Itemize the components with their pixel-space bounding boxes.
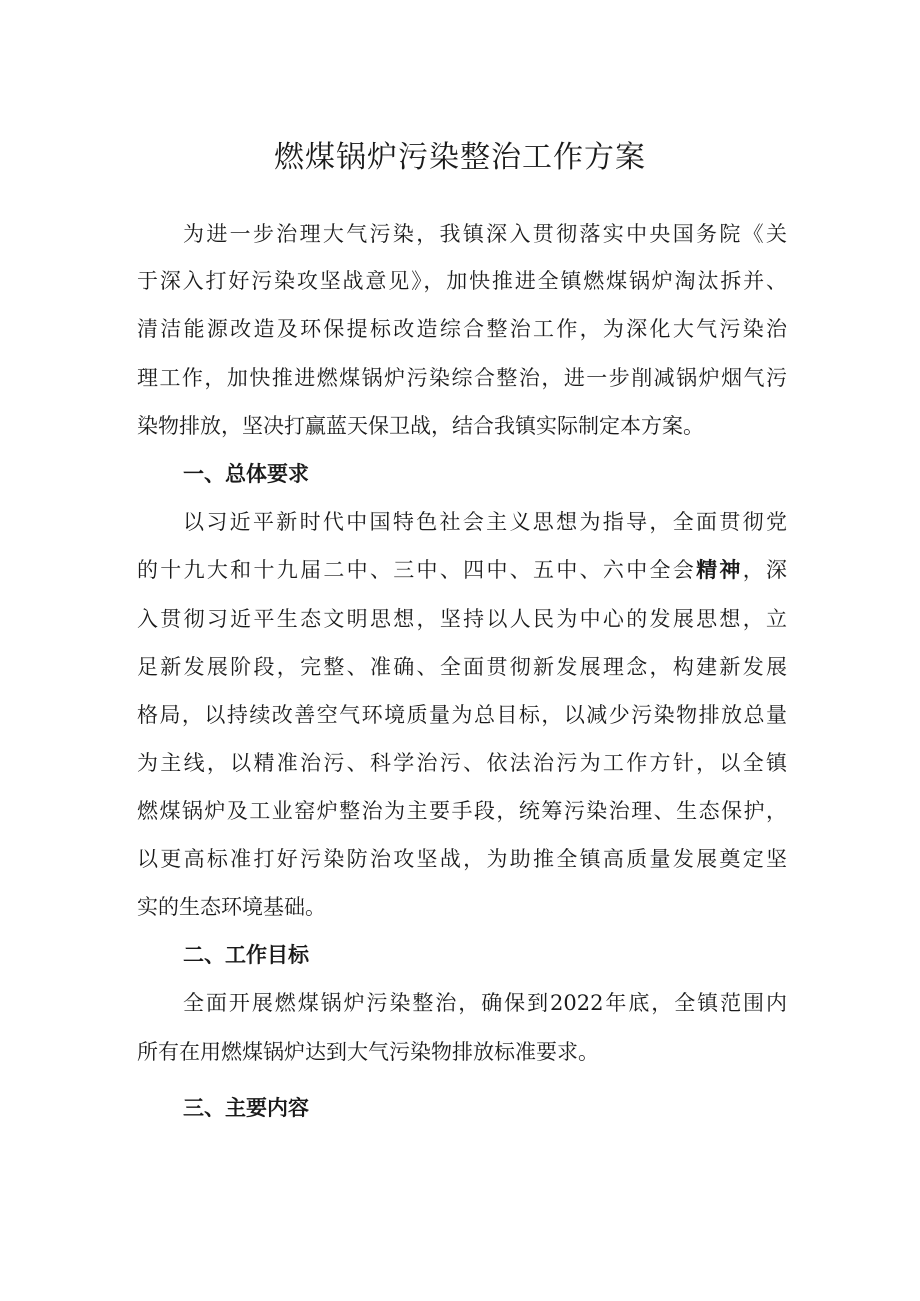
section-1-line-2 xyxy=(137,556,787,584)
section-heading-3: 三、主要内容 xyxy=(183,1096,309,1120)
section-1-line-3: 入贯彻习近平生态文明思想，坚持以人民为中心的发展思想，立 xyxy=(137,607,787,631)
section-1-line-9: 实的生态环境基础。 xyxy=(137,895,326,919)
section-2-line-1: 全面开展燃煤锅炉污染整治，确保到2022年底，全镇范围内 xyxy=(183,991,787,1015)
intro-line-2: 于深入打好污染攻坚战意见》，加快推进全镇燃煤锅炉淘汰拆并、 xyxy=(137,269,787,293)
section-heading-1: 一、总体要求 xyxy=(183,462,309,486)
section-1-line-8: 以更高标准打好污染防治攻坚战，为助推全镇高质量发展奠定坚 xyxy=(137,847,787,871)
bold-emphasis: 精神 xyxy=(696,558,743,582)
intro-line-4: 理工作，加快推进燃煤锅炉污染综合整治，进一步削减锅炉烟气污 xyxy=(137,366,787,390)
section-2-line-2: 所有在用燃煤锅炉达到大气污染物排放标准要求。 xyxy=(137,1040,599,1064)
section-1-line-2-text: 的十九大和十九届二中、三中、四中、五中、六中全会 xyxy=(137,558,697,582)
section-1-line-7: 燃煤锅炉及工业窑炉整治为主要手段，统筹污染治理、生态保护， xyxy=(137,799,787,823)
document-title: 燃煤锅炉污染整治工作方案 xyxy=(274,140,646,175)
intro-line-3: 清洁能源改造及环保提标改造综合整治工作，为深化大气污染治 xyxy=(137,317,787,341)
section-heading-2: 二、工作目标 xyxy=(183,943,309,967)
section-1-line-4: 足新发展阶段，完整、准确、全面贯彻新发展理念，构建新发展 xyxy=(137,655,787,679)
section-1-line-1: 以习近平新时代中国特色社会主义思想为指导，全面贯彻党 xyxy=(183,510,787,534)
intro-line-1: 为进一步治理大气污染，我镇深入贯彻落实中央国务院《关 xyxy=(183,222,787,246)
section-1-line-6: 为主线，以精准治污、科学治污、依法治污为工作方针，以全镇 xyxy=(137,751,787,775)
intro-line-5: 染物排放，坚决打赢蓝天保卫战，结合我镇实际制定本方案。 xyxy=(137,414,704,438)
section-1-line-5: 格局，以持续改善空气环境质量为总目标，以减少污染物排放总量 xyxy=(137,703,787,727)
section-1-line-2-tail: ，深 xyxy=(742,558,787,582)
